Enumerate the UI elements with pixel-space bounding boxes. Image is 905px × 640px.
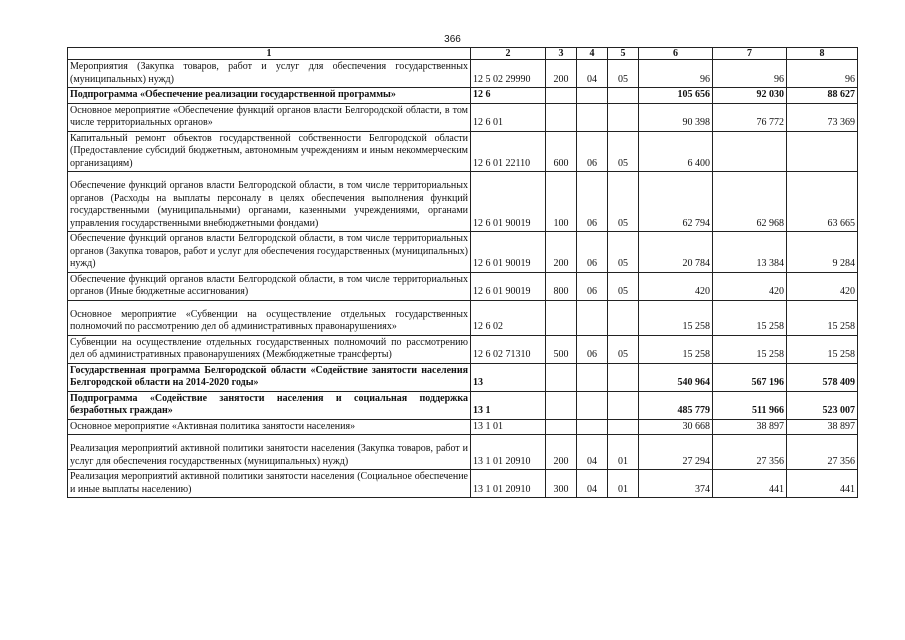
table-row — [68, 232, 858, 273]
row-value-col6: 420 — [639, 272, 713, 300]
row-value-col7: 76 772 — [713, 103, 787, 131]
table-row — [68, 60, 858, 88]
row-section: 04 — [577, 435, 608, 470]
row-value-col8 — [787, 131, 858, 172]
row-value-col8: 523 007 — [787, 391, 858, 419]
row-name: Государственная программа Белгородской области «Содействие занятости населения Белгородской области на 2014-2020 годы» — [68, 363, 471, 391]
header-row — [68, 48, 858, 60]
row-section — [577, 103, 608, 131]
row-value-col6: 62 794 — [639, 172, 713, 232]
row-section — [577, 300, 608, 335]
row-value-col6: 374 — [639, 470, 713, 498]
row-name: Основное мероприятие «Активная политика занятости населения» — [68, 419, 471, 435]
row-code: 12 6 02 71310 — [471, 335, 546, 363]
row-value-col6: 6 400 — [639, 131, 713, 172]
row-subsection: 05 — [608, 272, 639, 300]
row-subsection — [608, 88, 639, 104]
row-name: Капитальный ремонт объектов государственной собственности Белгородской области (Предоставление субсидий бюджетным, автономным учреждениям и иным некоммерческим организациям) — [68, 131, 471, 172]
row-value-col6: 15 258 — [639, 300, 713, 335]
row-subsection: 05 — [608, 335, 639, 363]
row-code: 12 6 01 — [471, 103, 546, 131]
row-name: Реализация мероприятий активной политики занятости населения (Социальное обеспечение и иные выплаты населению) — [68, 470, 471, 498]
row-name: Основное мероприятие «Субвенции на осуществление отдельных государственных полномочий по рассмотрению дел об административных правонарушениях» — [68, 300, 471, 335]
table-row — [68, 419, 858, 435]
row-code: 13 1 — [471, 391, 546, 419]
row-name: Мероприятия (Закупка товаров, работ и услуг для обеспечения государственных (муниципальных) нужд) — [68, 60, 471, 88]
row-section: 06 — [577, 172, 608, 232]
row-subsection — [608, 391, 639, 419]
row-name: Основное мероприятие «Обеспечение функций органов власти Белгородской области, в том числе территориальных органов» — [68, 103, 471, 131]
table-row — [68, 435, 858, 470]
row-value-col8: 420 — [787, 272, 858, 300]
col-header-1: 1 — [68, 48, 471, 60]
row-value-col8: 27 356 — [787, 435, 858, 470]
row-value-col8: 578 409 — [787, 363, 858, 391]
row-name: Обеспечение функций органов власти Белгородской области, в том числе территориальных органов (Закупка товаров, работ и услуг для обеспечения государственных (муниципальных) нужд) — [68, 232, 471, 273]
table-row — [68, 172, 858, 232]
row-name: Реализация мероприятий активной политики занятости населения (Закупка товаров, работ и услуг для обеспечения государственных (муниципальных) нужд) — [68, 435, 471, 470]
row-subsection: 05 — [608, 172, 639, 232]
row-section: 04 — [577, 470, 608, 498]
col-header-3: 3 — [546, 48, 577, 60]
page-number: 366 — [444, 34, 461, 45]
row-value-col6: 27 294 — [639, 435, 713, 470]
col-header-7: 7 — [713, 48, 787, 60]
row-value-col8: 15 258 — [787, 335, 858, 363]
row-expense-type: 200 — [546, 232, 577, 273]
row-value-col6: 485 779 — [639, 391, 713, 419]
row-expense-type — [546, 88, 577, 104]
row-value-col8: 15 258 — [787, 300, 858, 335]
row-value-col7: 511 966 — [713, 391, 787, 419]
row-expense-type: 100 — [546, 172, 577, 232]
row-code: 12 6 01 90019 — [471, 172, 546, 232]
row-code: 12 6 01 22110 — [471, 131, 546, 172]
row-value-col8: 9 284 — [787, 232, 858, 273]
row-value-col8: 96 — [787, 60, 858, 88]
row-code: 12 6 01 90019 — [471, 272, 546, 300]
row-value-col7: 27 356 — [713, 435, 787, 470]
row-value-col6: 15 258 — [639, 335, 713, 363]
row-subsection: 05 — [608, 232, 639, 273]
row-value-col8: 38 897 — [787, 419, 858, 435]
row-expense-type — [546, 419, 577, 435]
col-header-4: 4 — [577, 48, 608, 60]
row-section — [577, 391, 608, 419]
row-value-col6: 96 — [639, 60, 713, 88]
row-name: Подпрограмма «Обеспечение реализации государственной программы» — [68, 88, 471, 104]
row-section — [577, 419, 608, 435]
col-header-8: 8 — [787, 48, 858, 60]
table-row — [68, 363, 858, 391]
row-name: Субвенции на осуществление отдельных государственных полномочий по рассмотрению дел об административных правонарушениях (Межбюджетные трансферты) — [68, 335, 471, 363]
row-value-col7: 62 968 — [713, 172, 787, 232]
row-value-col7: 420 — [713, 272, 787, 300]
row-section: 06 — [577, 272, 608, 300]
row-code: 12 6 — [471, 88, 546, 104]
row-value-col7: 15 258 — [713, 335, 787, 363]
row-section: 04 — [577, 60, 608, 88]
row-subsection: 01 — [608, 470, 639, 498]
row-value-col7: 96 — [713, 60, 787, 88]
row-expense-type — [546, 391, 577, 419]
row-subsection — [608, 363, 639, 391]
row-value-col8: 63 665 — [787, 172, 858, 232]
row-name: Обеспечение функций органов власти Белгородской области, в том числе территориальных органов (Иные бюджетные ассигнования) — [68, 272, 471, 300]
row-expense-type: 300 — [546, 470, 577, 498]
row-section — [577, 88, 608, 104]
row-section: 06 — [577, 232, 608, 273]
row-code: 13 1 01 20910 — [471, 435, 546, 470]
row-expense-type: 500 — [546, 335, 577, 363]
budget-table — [67, 47, 858, 498]
row-expense-type — [546, 103, 577, 131]
row-subsection: 05 — [608, 131, 639, 172]
row-expense-type: 600 — [546, 131, 577, 172]
row-value-col6: 105 656 — [639, 88, 713, 104]
row-section: 06 — [577, 131, 608, 172]
col-header-6: 6 — [639, 48, 713, 60]
row-value-col8: 88 627 — [787, 88, 858, 104]
row-expense-type — [546, 363, 577, 391]
row-subsection — [608, 419, 639, 435]
row-expense-type: 800 — [546, 272, 577, 300]
row-value-col6: 20 784 — [639, 232, 713, 273]
table-body — [68, 60, 858, 498]
row-code: 12 6 01 90019 — [471, 232, 546, 273]
table-row — [68, 103, 858, 131]
row-name: Подпрограмма «Содействие занятости населения и социальная поддержка безработных граждан» — [68, 391, 471, 419]
row-section — [577, 363, 608, 391]
row-value-col8: 73 369 — [787, 103, 858, 131]
row-name: Обеспечение функций органов власти Белгородской области, в том числе территориальных органов (Расходы на выплаты персоналу в целях обеспечения выполнения функций государственными (муниципальными) органами, казенными учреждениями, органами управления государственными внебюджетными фондами) — [68, 172, 471, 232]
table-row — [68, 131, 858, 172]
col-header-5: 5 — [608, 48, 639, 60]
row-code: 13 1 01 — [471, 419, 546, 435]
row-value-col6: 540 964 — [639, 363, 713, 391]
row-code: 13 1 01 20910 — [471, 470, 546, 498]
row-code: 13 — [471, 363, 546, 391]
row-section: 06 — [577, 335, 608, 363]
row-expense-type: 200 — [546, 60, 577, 88]
table-row — [68, 470, 858, 498]
row-value-col7: 13 384 — [713, 232, 787, 273]
row-value-col7: 567 196 — [713, 363, 787, 391]
table-row — [68, 272, 858, 300]
table-row — [68, 300, 858, 335]
row-subsection — [608, 300, 639, 335]
row-value-col6: 30 668 — [639, 419, 713, 435]
row-code: 12 5 02 29990 — [471, 60, 546, 88]
table-row — [68, 391, 858, 419]
row-value-col8: 441 — [787, 470, 858, 498]
row-subsection: 01 — [608, 435, 639, 470]
row-value-col6: 90 398 — [639, 103, 713, 131]
row-value-col7 — [713, 131, 787, 172]
row-code: 12 6 02 — [471, 300, 546, 335]
table-row — [68, 335, 858, 363]
row-value-col7: 38 897 — [713, 419, 787, 435]
row-value-col7: 92 030 — [713, 88, 787, 104]
col-header-2: 2 — [471, 48, 546, 60]
row-value-col7: 15 258 — [713, 300, 787, 335]
row-subsection: 05 — [608, 60, 639, 88]
row-expense-type — [546, 300, 577, 335]
table-row — [68, 88, 858, 104]
row-subsection — [608, 103, 639, 131]
row-value-col7: 441 — [713, 470, 787, 498]
row-expense-type: 200 — [546, 435, 577, 470]
